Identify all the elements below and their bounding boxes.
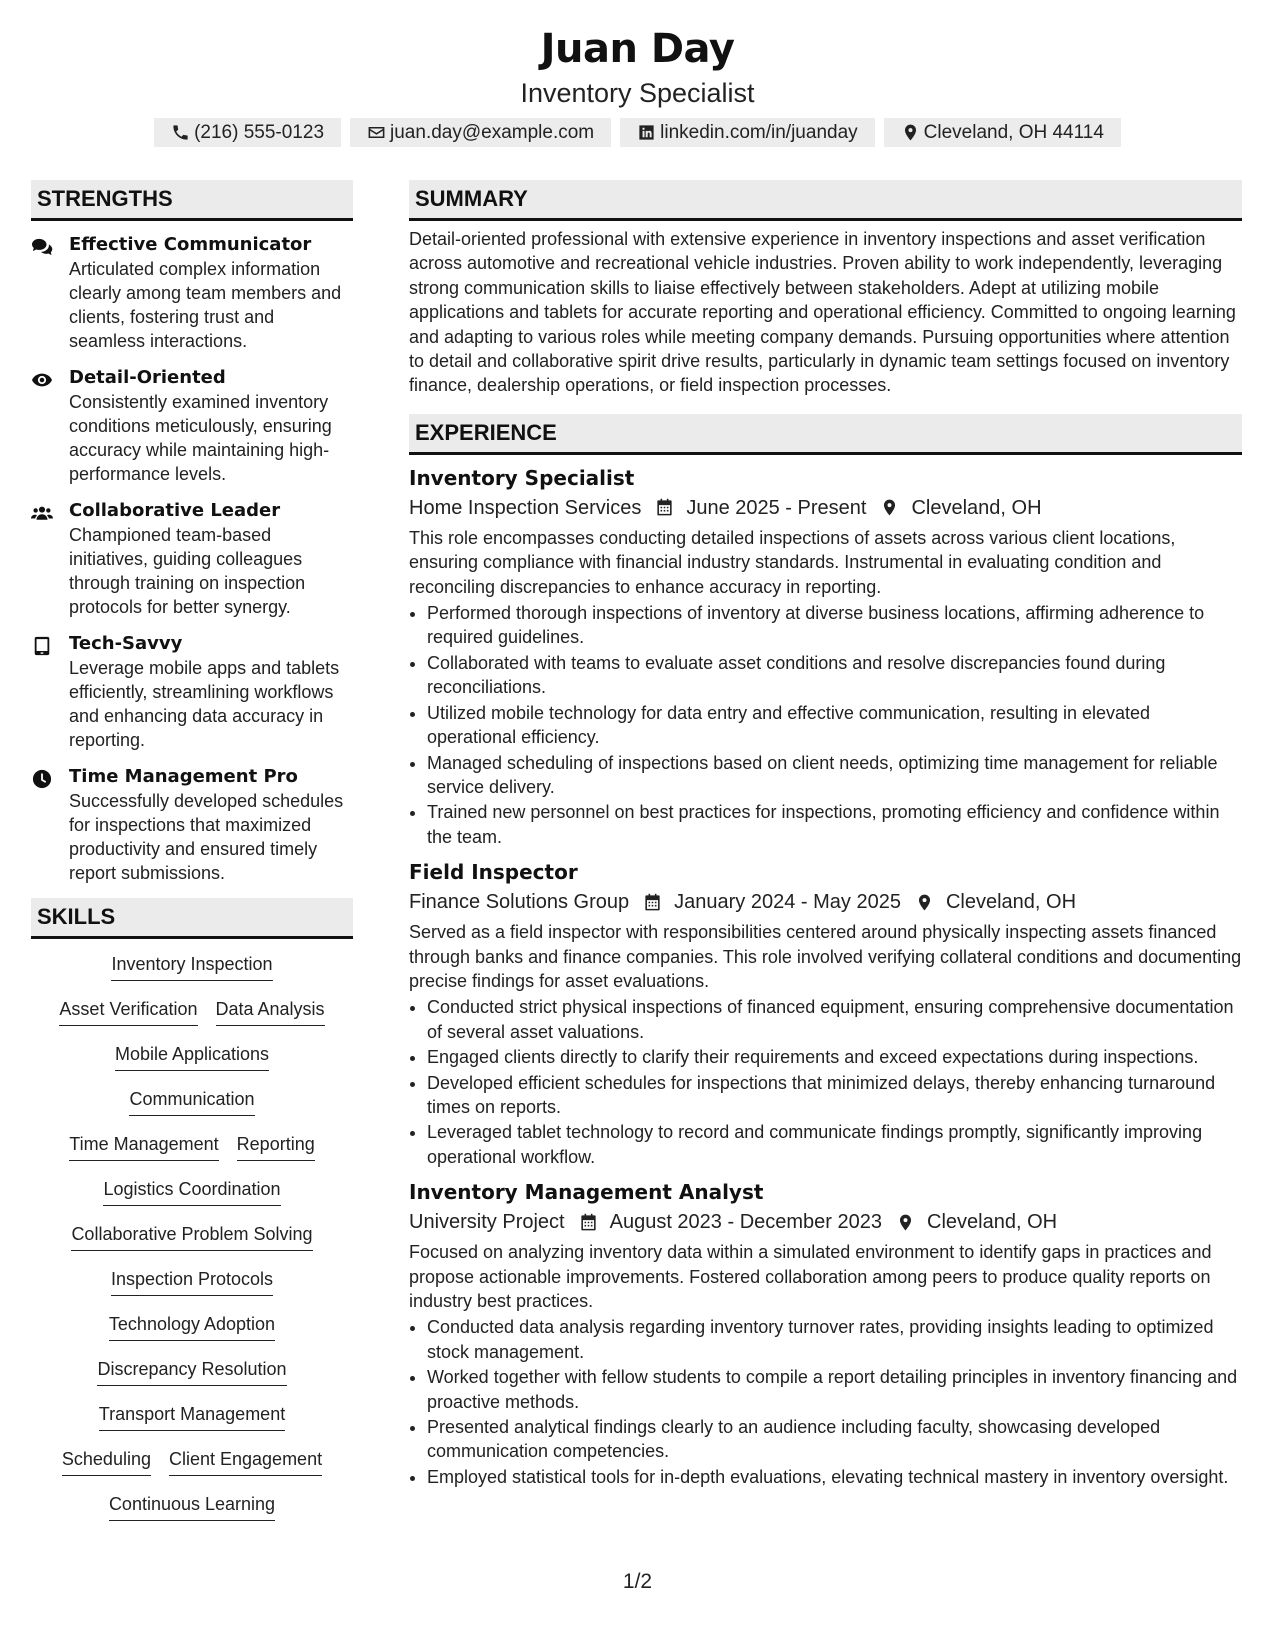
- skill-row: [31, 1131, 353, 1176]
- job-bullets: [409, 995, 1242, 1169]
- skill-row: [31, 1446, 353, 1491]
- skill-row: [31, 1491, 353, 1536]
- skill-row: [31, 1176, 353, 1221]
- job-bullet: • Utilized mobile technology for data entry and effective communication, resulting in elevated operational efficiency.: [427, 701, 1242, 750]
- email-text[interactable]: juan.day@example.com: [390, 121, 595, 143]
- strength-desc: Consistently examined inventory conditions meticulously, ensuring accuracy while maintaining high-performance levels.: [69, 392, 332, 484]
- job-dates: January 2024 - May 2025: [674, 891, 901, 914]
- skill-tag: Time Management: [69, 1131, 218, 1161]
- strength-title: Detail-Oriented: [69, 367, 226, 388]
- skill-tag: Transport Management: [99, 1401, 285, 1431]
- map-pin-icon: [880, 498, 899, 517]
- job-bullet: • Conducted data analysis regarding inventory turnover rates, providing insights leading to optimized stock management.: [427, 1315, 1242, 1364]
- skill-row: [31, 1041, 353, 1086]
- location-text: Cleveland, OH 44114: [923, 121, 1104, 143]
- contact-location: [884, 118, 1121, 147]
- strength-item: [31, 233, 353, 353]
- strength-desc: Championed team-based initiatives, guiding colleagues through training on inspection protocols for better synergy.: [69, 525, 306, 617]
- job-title: Inventory Management Analyst: [409, 1180, 764, 1205]
- job-company: University Project: [409, 1211, 565, 1234]
- job-entry: [409, 463, 1242, 849]
- job-title: Field Inspector: [409, 860, 578, 885]
- strength-desc: Articulated complex information clearly among team members and clients, fostering trust and seamless interactions.: [69, 259, 342, 351]
- phone-text: (216) 555-0123: [194, 121, 325, 143]
- job-bullet: • Developed efficient schedules for inspections that minimized delays, thereby enhancing turnaround times on reports.: [427, 1071, 1242, 1120]
- skill-tag: Inventory Inspection: [111, 951, 272, 981]
- skill-tag: Communication: [129, 1086, 254, 1116]
- job-bullet: • Collaborated with teams to evaluate asset conditions and resolve discrepancies found during reconciliations.: [427, 651, 1242, 700]
- linkedin-icon: [637, 123, 656, 142]
- map-pin-icon: [901, 123, 920, 142]
- job-bullet: • Employed statistical tools for in-depth evaluations, elevating technical mastery in inventory oversight.: [427, 1465, 1242, 1489]
- resume-header: [0, 0, 1275, 147]
- skill-tag: Asset Verification: [59, 996, 197, 1026]
- skill-row: [31, 996, 353, 1041]
- skills-heading: SKILLS: [31, 898, 353, 939]
- tablet-icon: [31, 636, 53, 656]
- job-company: Home Inspection Services: [409, 496, 642, 519]
- linkedin-text[interactable]: linkedin.com/in/juanday: [660, 121, 858, 143]
- skill-tag: Mobile Applications: [115, 1041, 269, 1071]
- contact-bar: [0, 118, 1275, 147]
- job-meta: [409, 493, 1242, 523]
- job-dates: August 2023 - December 2023: [609, 1211, 883, 1234]
- skill-row: [31, 1311, 353, 1356]
- job-location: Cleveland, OH: [911, 496, 1042, 519]
- job-bullet: • Conducted strict physical inspections of financed equipment, ensuring comprehensive documentation of several asset valuations.: [427, 995, 1242, 1044]
- map-pin-icon: [915, 893, 934, 912]
- job-bullet: • Performed thorough inspections of inventory at diverse business locations, affirming adherence to required guidelines.: [427, 601, 1242, 650]
- strength-item: [31, 632, 353, 752]
- job-dates: June 2025 - Present: [686, 496, 867, 519]
- job-bullet: • Leveraged tablet technology to record and communicate findings promptly, significantly improving operational workflow.: [427, 1120, 1242, 1169]
- calendar-icon: [643, 893, 662, 912]
- job-entry: [409, 857, 1242, 1169]
- strength-title: Tech-Savvy: [69, 633, 183, 654]
- skill-tag: Discrepancy Resolution: [97, 1356, 286, 1386]
- strength-title: Collaborative Leader: [69, 500, 281, 521]
- strength-desc: Leverage mobile apps and tablets efficiently, streamlining workflows and enhancing data accuracy in reporting.: [69, 658, 340, 750]
- job-company: Finance Solutions Group: [409, 891, 630, 914]
- experience-heading: EXPERIENCE: [409, 414, 1242, 455]
- contact-email[interactable]: [350, 118, 611, 147]
- strength-item: [31, 499, 353, 619]
- comments-icon: [31, 237, 53, 257]
- job-bullet: • Engaged clients directly to clarify their requirements and exceed expectations during inspections.: [427, 1045, 1242, 1069]
- skill-row: [31, 1221, 353, 1266]
- job-meta: [409, 1207, 1242, 1237]
- strength-item: [31, 366, 353, 486]
- skill-tag: Reporting: [237, 1131, 315, 1161]
- summary-text: Detail-oriented professional with extensive experience in inventory inspections and asset verification across automotive and recreational vehicle industries. Proven ability to work independently, leveraging strong communication skills to liaise effectively between stakeholders. Adept at utilizing mobile applications and tablets for accurate reporting and operational efficiency. Committed to ongoing learning and adapting to various roles while meeting company demands. Pursuing opportunities where attention to detail and collaborative spirit drive results, particularly in dynamic team settings focused on inventory finance, dealership operations, or field inspection processes.: [409, 229, 1236, 396]
- skill-row: [31, 1401, 353, 1446]
- skill-tag: Continuous Learning: [109, 1491, 275, 1521]
- strength-desc: Successfully developed schedules for inspections that maximized productivity and ensured timely report submissions.: [69, 791, 344, 883]
- left-column: [31, 180, 353, 1536]
- job-entry: [409, 1177, 1242, 1489]
- phone-icon: [171, 123, 190, 142]
- strength-title: Time Management Pro: [69, 766, 298, 787]
- right-column: [409, 180, 1242, 1490]
- job-bullets: [409, 601, 1242, 849]
- strength-title: Effective Communicator: [69, 234, 312, 255]
- contact-linkedin[interactable]: [620, 118, 875, 147]
- users-icon: [31, 503, 53, 523]
- envelope-icon: [367, 123, 386, 142]
- skill-row: [31, 1266, 353, 1311]
- strengths-list: [31, 233, 353, 885]
- contact-phone: [154, 118, 341, 147]
- calendar-icon: [655, 498, 674, 517]
- skill-tag: Collaborative Problem Solving: [71, 1221, 312, 1251]
- job-location: Cleveland, OH: [945, 891, 1077, 914]
- calendar-icon: [579, 1213, 598, 1232]
- job-meta: [409, 887, 1242, 917]
- summary-heading: SUMMARY: [409, 180, 1242, 221]
- job-description: This role encompasses conducting detailed inspections of assets across various client locations, ensuring compliance with financial industry standards. Instrumental in evaluating condition and reconciling discrepancies to enhance accuracy in reporting.: [409, 527, 1176, 597]
- skill-row: [31, 1356, 353, 1401]
- page-number: 1/2: [622, 1570, 653, 1593]
- eye-icon: [31, 370, 53, 390]
- map-pin-icon: [896, 1213, 915, 1232]
- skill-tag: Data Analysis: [216, 996, 325, 1026]
- job-bullets: [409, 1315, 1242, 1489]
- skill-row: [31, 1086, 353, 1131]
- candidate-name: Juan Day: [540, 26, 735, 72]
- skills-list: [31, 951, 353, 1536]
- skill-tag: Inspection Protocols: [111, 1266, 273, 1296]
- skill-row: [31, 951, 353, 996]
- skill-tag: Logistics Coordination: [103, 1176, 280, 1206]
- clock-icon: [31, 769, 53, 789]
- job-title: Inventory Specialist: [409, 465, 635, 490]
- skill-tag: Client Engagement: [169, 1446, 322, 1476]
- candidate-title: Inventory Specialist: [520, 78, 755, 108]
- skill-tag: Technology Adoption: [109, 1311, 275, 1341]
- job-location: Cleveland, OH: [927, 1211, 1058, 1234]
- job-bullet: • Presented analytical findings clearly to an audience including faculty, showcasing developed communication competencies.: [427, 1415, 1242, 1464]
- job-description: Served as a field inspector with responsibilities centered around physically inspecting assets financed through banks and finance companies. This role involved verifying collateral conditions and documenting precise findings for asset evaluations.: [409, 922, 1242, 991]
- job-description: Focused on analyzing inventory data within a simulated environment to identify gaps in practices and propose actionable improvements. Fostered collaboration among peers to produce quality reports on industry best practices.: [409, 1242, 1212, 1311]
- job-bullet: • Worked together with fellow students to compile a report detailing principles in inventory financing and proactive methods.: [427, 1365, 1242, 1414]
- skill-tag: Scheduling: [62, 1446, 151, 1476]
- job-bullet: • Trained new personnel on best practices for inspections, promoting efficiency and confidence within the team.: [427, 800, 1242, 849]
- strengths-heading: STRENGTHS: [31, 180, 353, 221]
- strength-item: [31, 765, 353, 885]
- job-bullet: • Managed scheduling of inspections based on client needs, optimizing time management for reliable service delivery.: [427, 751, 1242, 800]
